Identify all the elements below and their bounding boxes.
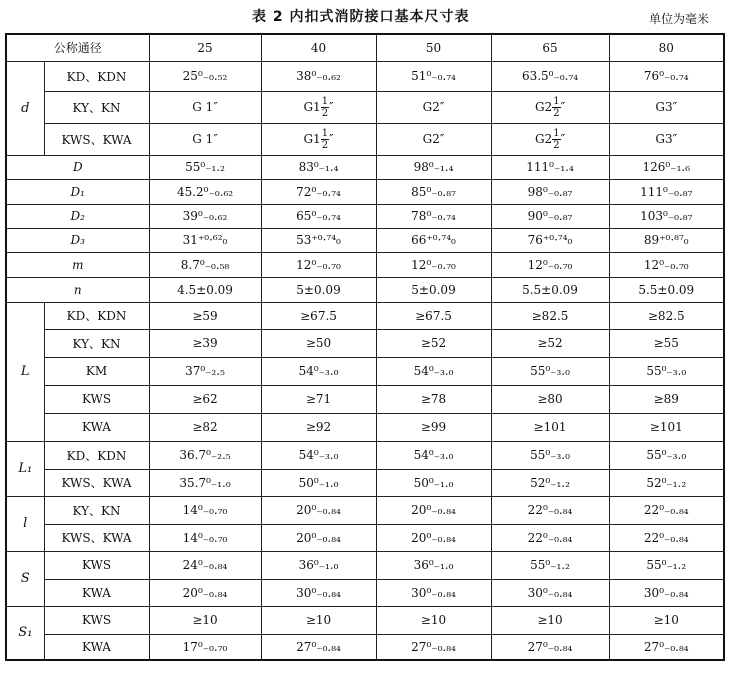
group-symbol: l xyxy=(6,496,44,551)
dimension-cell: ≥50 xyxy=(261,329,376,357)
dimension-cell: ≥59 xyxy=(149,302,261,329)
table-row xyxy=(6,204,724,228)
connector-type: KY、KN xyxy=(44,496,149,524)
dimension-cell: 83⁰₋₁.₄ xyxy=(261,155,376,179)
dimension-cell: ≥80 xyxy=(491,385,609,413)
dimension-cell: 55⁰₋₃.₀ xyxy=(609,441,724,469)
dimension-cell: 50⁰₋₁.₀ xyxy=(261,469,376,496)
dimension-cell: G2″ xyxy=(376,91,491,123)
table-row xyxy=(6,551,724,579)
dimension-cell: ≥89 xyxy=(609,385,724,413)
dimension-cell: ≥82.5 xyxy=(609,302,724,329)
dimension-cell: 53⁺⁰·⁷⁴₀ xyxy=(261,228,376,252)
dimension-cell: 14⁰₋₀.₇₀ xyxy=(149,524,261,551)
group-symbol: S xyxy=(6,551,44,606)
dimension-cell: 14⁰₋₀.₇₀ xyxy=(149,496,261,524)
connector-type: KWA xyxy=(44,634,149,660)
dimension-cell: 126⁰₋₁.₆ xyxy=(609,155,724,179)
dimension-cell: G2 $\frac{1}{2}$ ″ xyxy=(491,123,609,155)
group-symbol: L₁ xyxy=(6,441,44,496)
dimension-cell: 54⁰₋₃.₀ xyxy=(376,357,491,385)
dimension-cell: 103⁰₋₀.₈₇ xyxy=(609,204,724,228)
dimension-cell: ≥82.5 xyxy=(491,302,609,329)
connector-type: m xyxy=(6,252,149,277)
dimension-cell: 50⁰₋₁.₀ xyxy=(376,469,491,496)
table-row xyxy=(6,634,724,660)
header-size: 80 xyxy=(609,34,724,61)
dimension-cell: 20⁰₋₀.₈₄ xyxy=(376,524,491,551)
table-row xyxy=(6,413,724,441)
connector-type: D₁ xyxy=(6,179,149,204)
dimension-cell: 55⁰₋₁.₂ xyxy=(149,155,261,179)
dimension-cell: 63.5⁰₋₀.₇₄ xyxy=(491,61,609,91)
header-size: 25 xyxy=(149,34,261,61)
connector-type: KWS、KWA xyxy=(44,123,149,155)
dimension-cell: ≥99 xyxy=(376,413,491,441)
dimension-cell: 52⁰₋₁.₂ xyxy=(609,469,724,496)
dimension-cell: 17⁰₋₀.₇₀ xyxy=(149,634,261,660)
dimension-cell: 85⁰₋₀.₈₇ xyxy=(376,179,491,204)
header-size: 65 xyxy=(491,34,609,61)
dimension-cell: ≥92 xyxy=(261,413,376,441)
table-row xyxy=(6,579,724,606)
table-row xyxy=(6,252,724,277)
dimension-cell: 27⁰₋₀.₈₄ xyxy=(609,634,724,660)
dimension-cell: 4.5±0.09 xyxy=(149,277,261,302)
dimension-cell: ≥62 xyxy=(149,385,261,413)
table-title: 表 2 内扣式消防接口基本尺寸表 xyxy=(252,9,470,25)
dimension-cell: 27⁰₋₀.₈₄ xyxy=(261,634,376,660)
connector-type: KWA xyxy=(44,413,149,441)
header-size: 40 xyxy=(261,34,376,61)
table-row xyxy=(6,179,724,204)
header-label: 公称通径 xyxy=(6,34,149,61)
header-size: 50 xyxy=(376,34,491,61)
dimension-cell: 111⁰₋₀.₈₇ xyxy=(609,179,724,204)
dimension-cell: 22⁰₋₀.₈₄ xyxy=(609,524,724,551)
dimension-cell: G 1″ xyxy=(149,91,261,123)
dimension-cell: 37⁰₋₂.₅ xyxy=(149,357,261,385)
dimension-cell: 36⁰₋₁.₀ xyxy=(376,551,491,579)
dimension-cell: G 1″ xyxy=(149,123,261,155)
dimension-cell: G1 $\frac{1}{2}$ ″ xyxy=(261,91,376,123)
header-row xyxy=(6,34,724,61)
table-row xyxy=(6,277,724,302)
dimension-cell: 20⁰₋₀.₈₄ xyxy=(149,579,261,606)
dimension-cell: 90⁰₋₀.₈₇ xyxy=(491,204,609,228)
dimension-cell: 36⁰₋₁.₀ xyxy=(261,551,376,579)
dimension-cell: 5±0.09 xyxy=(261,277,376,302)
connector-type: KM xyxy=(44,357,149,385)
dimension-cell: 111⁰₋₁.₄ xyxy=(491,155,609,179)
group-symbol: d xyxy=(6,61,44,155)
dimension-cell: 8.7⁰₋₀.₅₈ xyxy=(149,252,261,277)
dimension-cell: 30⁰₋₀.₈₄ xyxy=(491,579,609,606)
group-symbol: L xyxy=(6,302,44,441)
dimension-cell: 55⁰₋₃.₀ xyxy=(491,357,609,385)
table-row xyxy=(6,606,724,634)
dimension-cell: 22⁰₋₀.₈₄ xyxy=(609,496,724,524)
table-row xyxy=(6,329,724,357)
dimension-cell: 55⁰₋₁.₂ xyxy=(491,551,609,579)
dimension-cell: ≥71 xyxy=(261,385,376,413)
dimension-cell: 22⁰₋₀.₈₄ xyxy=(491,496,609,524)
dimension-cell: 98⁰₋₁.₄ xyxy=(376,155,491,179)
dimension-cell: ≥52 xyxy=(491,329,609,357)
dimension-cell: 55⁰₋₃.₀ xyxy=(609,357,724,385)
unit-label: 单位为毫米 xyxy=(648,12,709,26)
connector-type: KWS、KWA xyxy=(44,469,149,496)
dimension-cell: 12⁰₋₀.₇₀ xyxy=(261,252,376,277)
table-row xyxy=(6,385,724,413)
dimension-cell: 20⁰₋₀.₈₄ xyxy=(261,524,376,551)
dimension-cell: 30⁰₋₀.₈₄ xyxy=(261,579,376,606)
table-row xyxy=(6,357,724,385)
table-row xyxy=(6,61,724,91)
dimension-cell: G2″ xyxy=(376,123,491,155)
dimension-cell: 22⁰₋₀.₈₄ xyxy=(491,524,609,551)
connector-type: KY、KN xyxy=(44,329,149,357)
dimension-cell: ≥55 xyxy=(609,329,724,357)
dimension-cell: 54⁰₋₃.₀ xyxy=(376,441,491,469)
dimension-cell: 5.5±0.09 xyxy=(491,277,609,302)
dimension-cell: 12⁰₋₀.₇₀ xyxy=(376,252,491,277)
table-row xyxy=(6,469,724,496)
dimension-cell: 27⁰₋₀.₈₄ xyxy=(376,634,491,660)
dimension-cell: ≥67.5 xyxy=(376,302,491,329)
dimension-cell: 12⁰₋₀.₇₀ xyxy=(491,252,609,277)
dimension-cell: 39⁰₋₀.₆₂ xyxy=(149,204,261,228)
dimension-cell: 76⁰₋₀.₇₄ xyxy=(609,61,724,91)
dimension-cell: 5±0.09 xyxy=(376,277,491,302)
dimension-cell: ≥10 xyxy=(491,606,609,634)
dimension-cell: ≥10 xyxy=(609,606,724,634)
dimension-cell: ≥10 xyxy=(376,606,491,634)
dimension-cell: 36.7⁰₋₂.₅ xyxy=(149,441,261,469)
connector-type: KD、KDN xyxy=(44,441,149,469)
dimension-cell: ≥39 xyxy=(149,329,261,357)
dimension-cell: 5.5±0.09 xyxy=(609,277,724,302)
dimension-cell: 66⁺⁰·⁷⁴₀ xyxy=(376,228,491,252)
connector-type: KWA xyxy=(44,579,149,606)
group-symbol: S₁ xyxy=(6,606,44,660)
table-row xyxy=(6,228,724,252)
dimension-cell: 30⁰₋₀.₈₄ xyxy=(376,579,491,606)
connector-type: KD、KDN xyxy=(44,61,149,91)
dimension-cell: ≥101 xyxy=(609,413,724,441)
dimension-cell: 20⁰₋₀.₈₄ xyxy=(261,496,376,524)
dimension-cell: 98⁰₋₀.₈₇ xyxy=(491,179,609,204)
dimension-cell: 12⁰₋₀.₇₀ xyxy=(609,252,724,277)
dimension-cell: 54⁰₋₃.₀ xyxy=(261,441,376,469)
dimension-cell: ≥82 xyxy=(149,413,261,441)
dimension-cell: 20⁰₋₀.₈₄ xyxy=(376,496,491,524)
dimension-cell: ≥52 xyxy=(376,329,491,357)
dimension-cell: ≥78 xyxy=(376,385,491,413)
dimension-cell: 54⁰₋₃.₀ xyxy=(261,357,376,385)
connector-type: KD、KDN xyxy=(44,302,149,329)
table-row xyxy=(6,91,724,123)
dimension-cell: ≥67.5 xyxy=(261,302,376,329)
dimension-cell: 52⁰₋₁.₂ xyxy=(491,469,609,496)
dimension-cell: 78⁰₋₀.₇₄ xyxy=(376,204,491,228)
dimension-cell: 25⁰₋₀.₅₂ xyxy=(149,61,261,91)
dimension-cell: ≥10 xyxy=(261,606,376,634)
table-row xyxy=(6,155,724,179)
connector-type: D₃ xyxy=(6,228,149,252)
connector-type: KWS xyxy=(44,385,149,413)
dimension-cell: 55⁰₋₁.₂ xyxy=(609,551,724,579)
table-row xyxy=(6,123,724,155)
dimension-cell: 76⁺⁰·⁷⁴₀ xyxy=(491,228,609,252)
table-row xyxy=(6,441,724,469)
connector-type: KWS、KWA xyxy=(44,524,149,551)
dimension-cell: 65⁰₋₀.₇₄ xyxy=(261,204,376,228)
dimension-cell: G3″ xyxy=(609,123,724,155)
connector-type: D xyxy=(6,155,149,179)
dimension-cell: ≥10 xyxy=(149,606,261,634)
table-row xyxy=(6,524,724,551)
dimension-table xyxy=(5,33,725,661)
dimension-cell: 45.2⁰₋₀.₆₂ xyxy=(149,179,261,204)
dimension-cell: 38⁰₋₀.₆₂ xyxy=(261,61,376,91)
connector-type: KWS xyxy=(44,551,149,579)
dimension-cell: 27⁰₋₀.₈₄ xyxy=(491,634,609,660)
dimension-cell: 24⁰₋₀.₈₄ xyxy=(149,551,261,579)
dimension-cell: 35.7⁰₋₁.₀ xyxy=(149,469,261,496)
dimension-cell: 30⁰₋₀.₈₄ xyxy=(609,579,724,606)
table-row xyxy=(6,302,724,329)
dimension-cell: 72⁰₋₀.₇₄ xyxy=(261,179,376,204)
dimension-cell: G2 $\frac{1}{2}$ ″ xyxy=(491,91,609,123)
dimension-cell: 89⁺⁰·⁸⁷₀ xyxy=(609,228,724,252)
dimension-cell: G1 $\frac{1}{2}$ ″ xyxy=(261,123,376,155)
dimension-cell: G3″ xyxy=(609,91,724,123)
dimension-cell: ≥101 xyxy=(491,413,609,441)
dimension-cell: 51⁰₋₀.₇₄ xyxy=(376,61,491,91)
connector-type: KWS xyxy=(44,606,149,634)
connector-type: n xyxy=(6,277,149,302)
connector-type: D₂ xyxy=(6,204,149,228)
table-row xyxy=(6,496,724,524)
connector-type: KY、KN xyxy=(44,91,149,123)
dimension-cell: 55⁰₋₃.₀ xyxy=(491,441,609,469)
dimension-cell: 31⁺⁰·⁶²₀ xyxy=(149,228,261,252)
